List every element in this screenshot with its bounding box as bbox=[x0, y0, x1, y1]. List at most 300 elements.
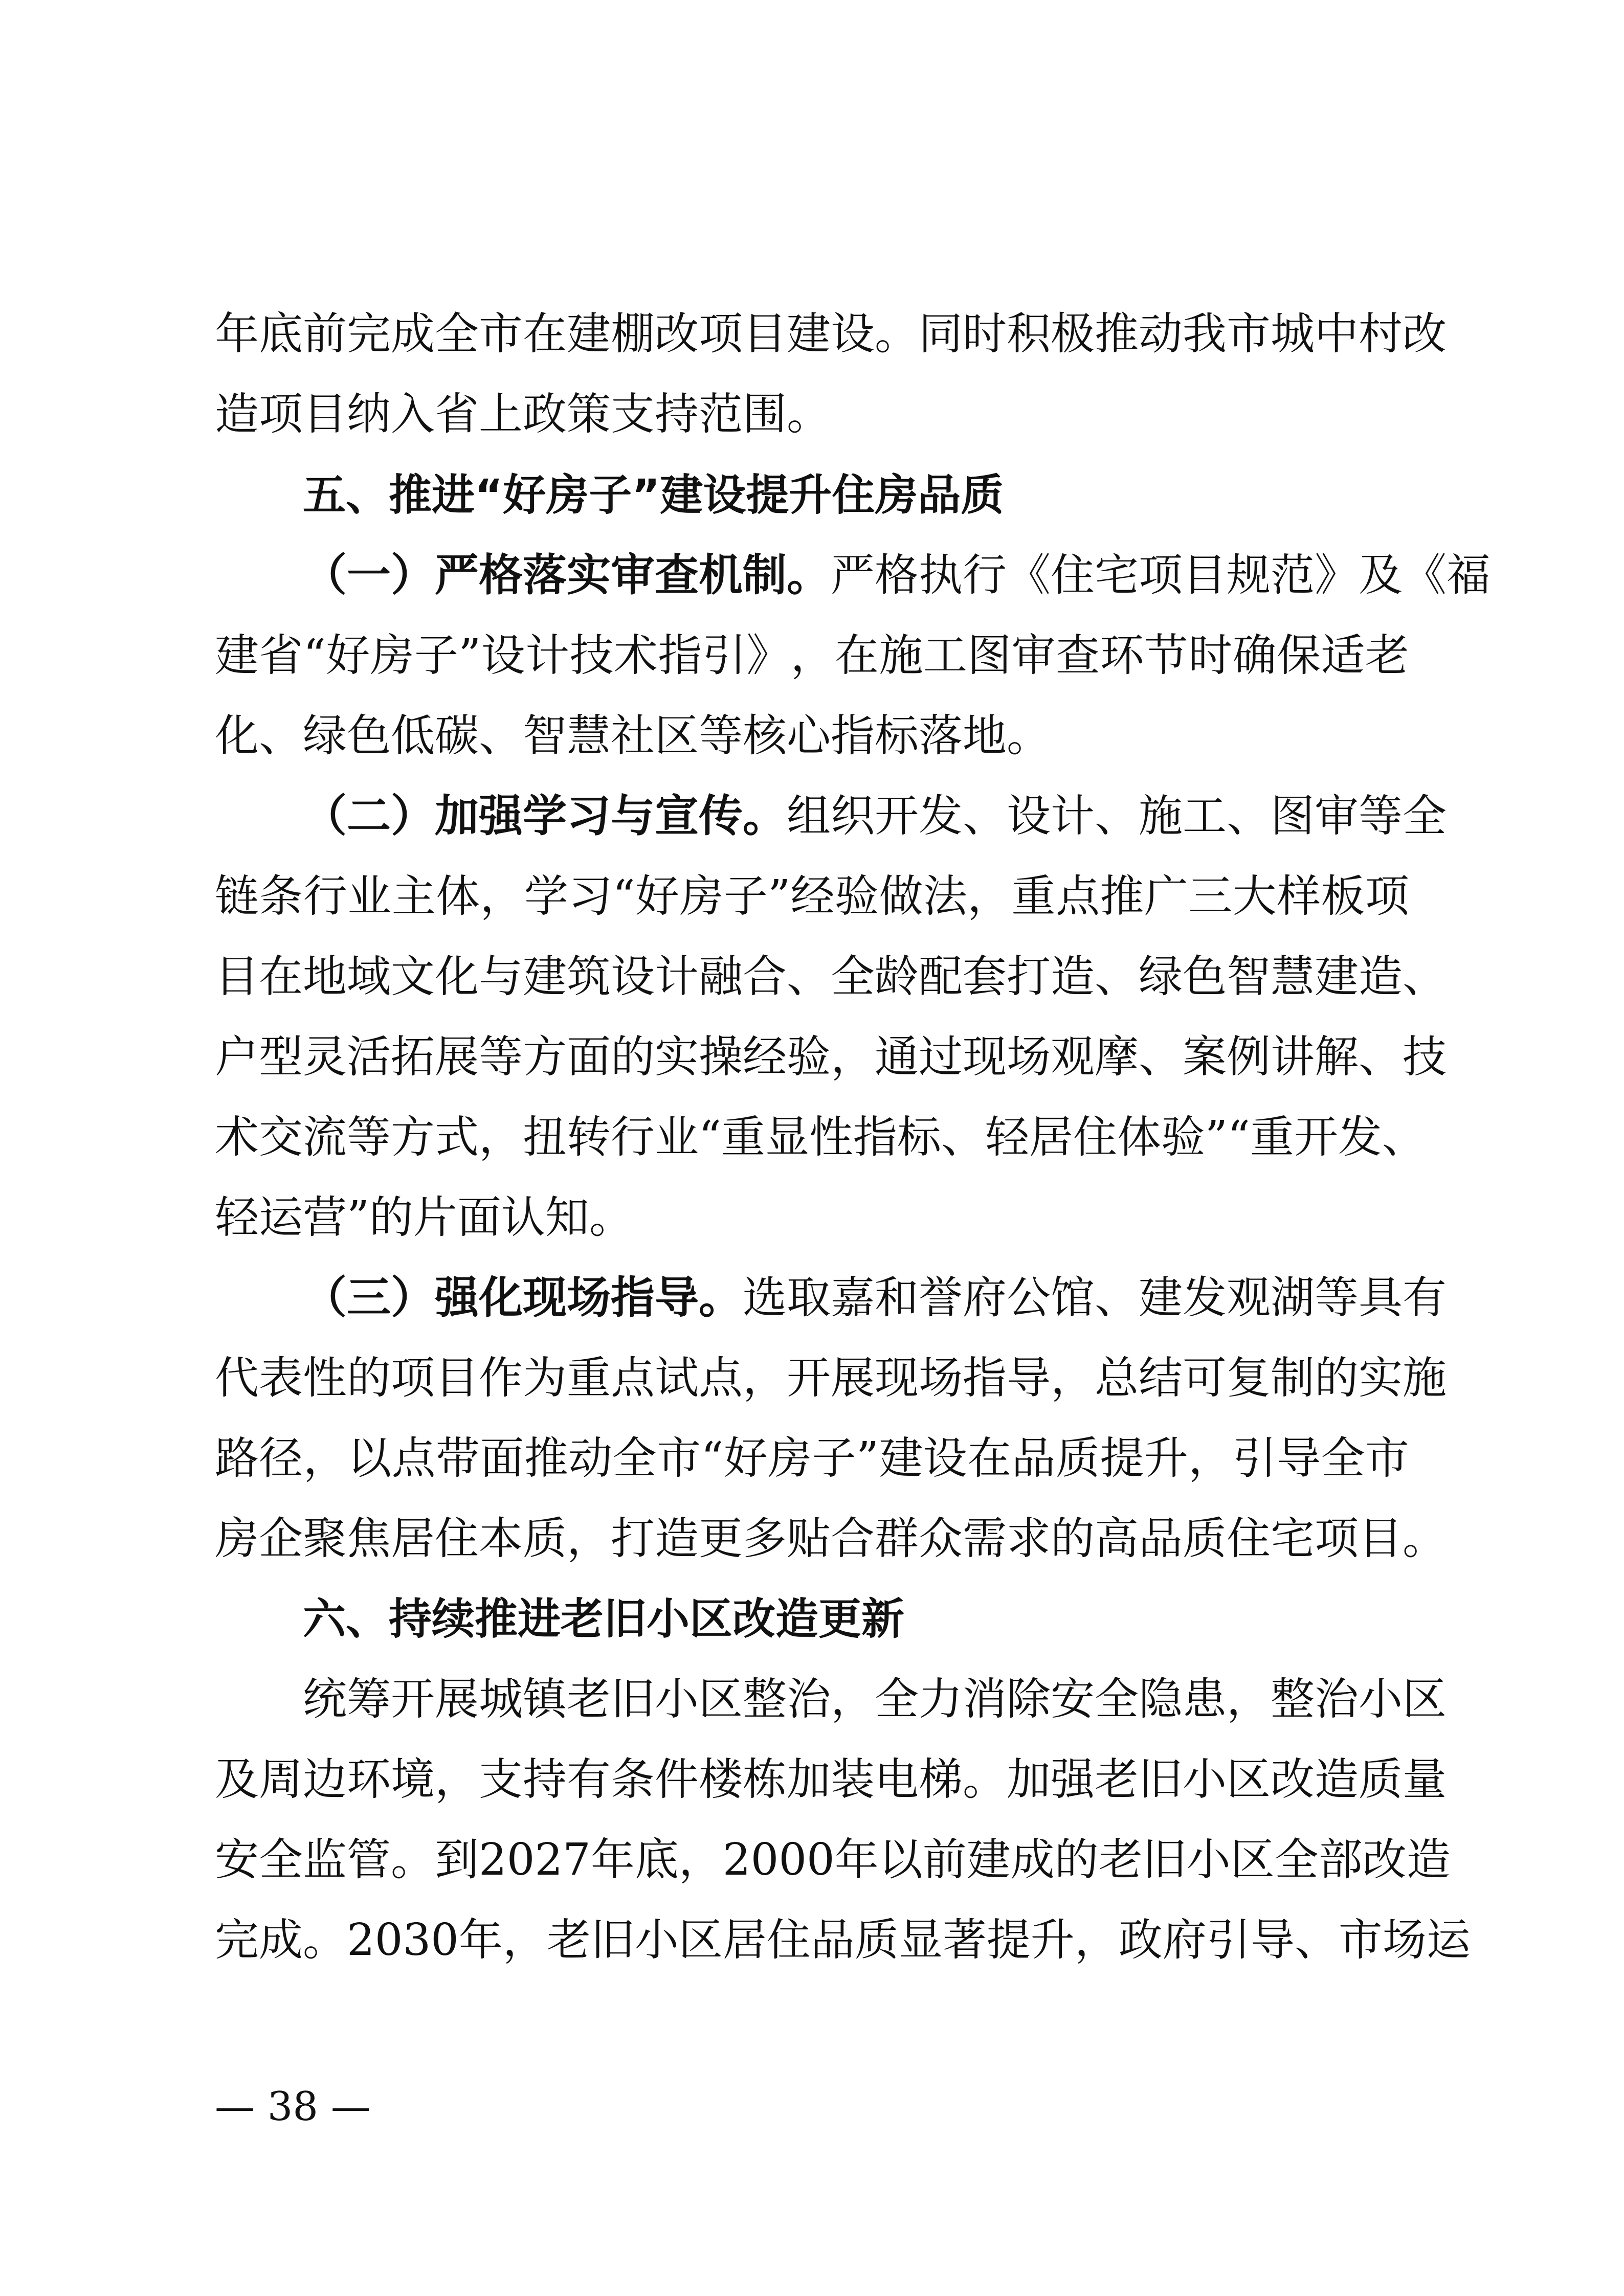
glyph: 整 bbox=[1271, 1674, 1315, 1725]
glyph: 0 bbox=[431, 1915, 459, 1966]
glyph: ， bbox=[1074, 1915, 1119, 1966]
glyph: 场 bbox=[1007, 1031, 1051, 1083]
glyph: ” bbox=[1205, 1112, 1228, 1163]
glyph: 宅 bbox=[1095, 550, 1139, 601]
glyph: 制 bbox=[1271, 1353, 1315, 1404]
glyph: 总 bbox=[1095, 1353, 1139, 1404]
glyph: ， bbox=[743, 1353, 787, 1404]
glyph: 法 bbox=[923, 871, 967, 922]
glyph: 》 bbox=[1315, 550, 1359, 601]
glyph: 市 bbox=[657, 1433, 701, 1484]
body-line bbox=[215, 1500, 1447, 1577]
glyph: 执 bbox=[919, 550, 963, 601]
glyph: 的 bbox=[347, 1353, 391, 1404]
glyph: 群 bbox=[875, 1513, 919, 1564]
glyph: 棚 bbox=[611, 308, 655, 359]
glyph: 质 bbox=[1359, 1754, 1403, 1805]
glyph: 体 bbox=[436, 871, 480, 922]
glyph: 运 bbox=[1426, 1915, 1471, 1966]
glyph: 经 bbox=[743, 1031, 787, 1083]
glyph: 隐 bbox=[1139, 1674, 1183, 1725]
glyph: 镇 bbox=[523, 1674, 567, 1725]
body-line: 化、绿色低碳、智慧社区等核心指标落地。 bbox=[215, 710, 1051, 761]
glyph: 链 bbox=[215, 871, 259, 922]
glyph: 市 bbox=[1227, 308, 1271, 359]
glyph: 好 bbox=[635, 871, 680, 922]
glyph: 消 bbox=[963, 1674, 1007, 1725]
glyph: 及 bbox=[1359, 550, 1403, 601]
glyph: 多 bbox=[743, 1513, 787, 1564]
glyph: 全 bbox=[1403, 791, 1447, 842]
glyph: 试 bbox=[655, 1353, 699, 1404]
glyph: “ bbox=[303, 630, 326, 681]
glyph: 府 bbox=[1162, 1915, 1207, 1966]
glyph: 旧 bbox=[1142, 1834, 1187, 1885]
glyph: 嘉 bbox=[831, 1272, 875, 1323]
glyph: 项 bbox=[1139, 550, 1183, 601]
glyph: 。 bbox=[787, 550, 831, 601]
glyph: 中 bbox=[1315, 308, 1359, 359]
glyph: 实 bbox=[567, 550, 611, 601]
glyph: 规 bbox=[1227, 550, 1271, 601]
glyph: 装 bbox=[831, 1754, 875, 1805]
glyph: 环 bbox=[1100, 630, 1144, 681]
glyph: 和 bbox=[875, 1272, 919, 1323]
glyph: 术 bbox=[614, 630, 658, 681]
glyph: 传 bbox=[699, 791, 743, 842]
glyph: 提 bbox=[1100, 1433, 1144, 1484]
glyph: 企 bbox=[259, 1513, 303, 1564]
glyph: 行 bbox=[611, 1112, 655, 1163]
glyph: 表 bbox=[259, 1353, 303, 1404]
glyph: 小 bbox=[1186, 1834, 1231, 1885]
glyph: 全 bbox=[1095, 1674, 1139, 1725]
body-line bbox=[215, 1340, 1447, 1416]
glyph: 聚 bbox=[303, 1513, 347, 1564]
glyph: 建 bbox=[787, 308, 831, 359]
glyph: 显 bbox=[765, 1112, 809, 1163]
glyph: 动 bbox=[568, 1433, 613, 1484]
glyph: （ bbox=[303, 550, 347, 601]
glyph: 解 bbox=[1315, 1031, 1359, 1083]
glyph: 开 bbox=[787, 1353, 831, 1404]
glyph: 带 bbox=[436, 1433, 480, 1484]
glyph: 质 bbox=[854, 1915, 899, 1966]
glyph: 开 bbox=[1294, 1112, 1338, 1163]
glyph: 术 bbox=[215, 1112, 259, 1163]
glyph: 重 bbox=[721, 1112, 765, 1163]
glyph: 全 bbox=[875, 1674, 919, 1725]
glyph: 轻 bbox=[985, 1112, 1029, 1163]
glyph: 质 bbox=[1183, 1513, 1227, 1564]
glyph: 境 bbox=[391, 1754, 435, 1805]
glyph: 有 bbox=[1403, 1272, 1447, 1323]
glyph: 合 bbox=[831, 1513, 875, 1564]
glyph: 主 bbox=[391, 871, 436, 922]
glyph: 摩 bbox=[1095, 1031, 1139, 1083]
glyph: ， bbox=[1188, 1433, 1233, 1484]
glyph: 府 bbox=[963, 1272, 1007, 1323]
glyph: 区 bbox=[1403, 1674, 1447, 1725]
glyph: 以 bbox=[347, 1433, 392, 1484]
glyph: 导 bbox=[1007, 1353, 1051, 1404]
glyph: 例 bbox=[1227, 1031, 1271, 1083]
glyph: 色 bbox=[1183, 951, 1227, 1002]
glyph: 房 bbox=[679, 871, 724, 922]
glyph: 栋 bbox=[743, 1754, 787, 1805]
section-heading: 五、推进“好房子”建设提升住房品质 bbox=[303, 470, 1004, 520]
glyph: 年 bbox=[590, 1834, 635, 1885]
glyph: 方 bbox=[523, 1031, 567, 1083]
glyph: 3 bbox=[403, 1915, 431, 1966]
glyph: 在 bbox=[259, 951, 303, 1002]
glyph: 、 bbox=[941, 1112, 985, 1163]
glyph: 年 bbox=[458, 1915, 503, 1966]
glyph: 《 bbox=[1007, 550, 1051, 601]
glyph: ， bbox=[567, 1513, 611, 1564]
glyph: 户 bbox=[215, 1031, 259, 1083]
glyph: 好 bbox=[326, 630, 370, 681]
glyph: 重 bbox=[1011, 871, 1056, 922]
glyph: 等 bbox=[479, 1031, 523, 1083]
glyph: 习 bbox=[567, 791, 611, 842]
glyph: 《 bbox=[1403, 550, 1447, 601]
glyph: 大 bbox=[1232, 871, 1277, 922]
glyph: 福 bbox=[1447, 550, 1490, 601]
glyph: 织 bbox=[831, 791, 875, 842]
glyph: 强 bbox=[479, 791, 523, 842]
glyph: 的 bbox=[1315, 1353, 1359, 1404]
glyph: 代 bbox=[215, 1353, 259, 1404]
glyph: 点 bbox=[611, 1353, 655, 1404]
glyph: 绿 bbox=[1139, 951, 1183, 1002]
glyph: 打 bbox=[1007, 951, 1051, 1002]
glyph: 老 bbox=[1095, 1754, 1139, 1805]
glyph: 改 bbox=[655, 308, 699, 359]
glyph: 0 bbox=[807, 1834, 835, 1885]
glyph: 造 bbox=[655, 1513, 699, 1564]
glyph: 通 bbox=[875, 1031, 919, 1083]
glyph: 查 bbox=[1056, 630, 1100, 681]
body-line bbox=[215, 1741, 1447, 1818]
glyph: 场 bbox=[567, 1272, 611, 1323]
glyph: 施 bbox=[1403, 1353, 1447, 1404]
glyph: 成 bbox=[1010, 1834, 1055, 1885]
glyph: 广 bbox=[1144, 871, 1188, 922]
glyph: 有 bbox=[567, 1754, 611, 1805]
glyph: 组 bbox=[787, 791, 831, 842]
glyph: 极 bbox=[1051, 308, 1095, 359]
body-line bbox=[215, 1019, 1447, 1095]
glyph: 工 bbox=[1183, 791, 1227, 842]
glyph: 城 bbox=[479, 1674, 523, 1725]
glyph: 住 bbox=[1073, 1112, 1117, 1163]
glyph: 、 bbox=[1359, 1031, 1403, 1083]
glyph: 设 bbox=[831, 308, 875, 359]
glyph: 导 bbox=[655, 1272, 699, 1323]
body-line bbox=[215, 858, 1409, 935]
glyph: 场 bbox=[919, 1353, 963, 1404]
glyph: 众 bbox=[919, 1513, 963, 1564]
glyph: 建 bbox=[879, 1433, 923, 1484]
glyph: 2 bbox=[479, 1834, 507, 1885]
glyph: ， bbox=[831, 1031, 875, 1083]
glyph: 完 bbox=[347, 308, 391, 359]
glyph: 小 bbox=[655, 1674, 699, 1725]
glyph: “ bbox=[612, 871, 635, 922]
glyph: 慧 bbox=[1271, 951, 1315, 1002]
glyph: 型 bbox=[259, 1031, 303, 1083]
glyph: ， bbox=[1051, 1353, 1095, 1404]
glyph: 体 bbox=[1117, 1112, 1161, 1163]
glyph: ， bbox=[967, 871, 1012, 922]
glyph: 子 bbox=[414, 630, 458, 681]
glyph: 市 bbox=[1365, 1433, 1409, 1484]
glyph: ” bbox=[856, 1433, 879, 1484]
glyph: 强 bbox=[1051, 1754, 1095, 1805]
glyph: 点 bbox=[1056, 871, 1100, 922]
glyph: 化 bbox=[479, 1272, 523, 1323]
glyph: 与 bbox=[611, 791, 655, 842]
glyph: 到 bbox=[435, 1834, 479, 1885]
glyph: 观 bbox=[1227, 1272, 1271, 1323]
glyph: 年 bbox=[834, 1834, 879, 1885]
glyph: 学 bbox=[523, 791, 567, 842]
glyph: 审 bbox=[1315, 791, 1359, 842]
glyph: ， bbox=[435, 1754, 479, 1805]
glyph: 引 bbox=[1232, 1433, 1277, 1484]
glyph: 样 bbox=[1277, 871, 1321, 922]
glyph: 0 bbox=[778, 1834, 807, 1885]
glyph: 部 bbox=[1318, 1834, 1363, 1885]
glyph: ， bbox=[480, 871, 524, 922]
glyph: 发 bbox=[1338, 1112, 1382, 1163]
glyph: 讲 bbox=[1271, 1031, 1315, 1083]
glyph: 底 bbox=[259, 308, 303, 359]
glyph: 湖 bbox=[1271, 1272, 1315, 1323]
body-line bbox=[303, 1661, 1447, 1738]
glyph: 项 bbox=[1365, 871, 1409, 922]
glyph: 龄 bbox=[875, 951, 919, 1002]
glyph: 房 bbox=[370, 630, 414, 681]
glyph: 展 bbox=[435, 1031, 479, 1083]
glyph: 誉 bbox=[919, 1272, 963, 1323]
glyph: 等 bbox=[347, 1112, 391, 1163]
glyph: 作 bbox=[479, 1353, 523, 1404]
glyph: 性 bbox=[809, 1112, 853, 1163]
glyph: 楼 bbox=[699, 1754, 743, 1805]
glyph: 观 bbox=[1051, 1031, 1095, 1083]
glyph: 为 bbox=[523, 1353, 567, 1404]
glyph: 》 bbox=[746, 630, 791, 681]
glyph: （ bbox=[303, 791, 347, 842]
glyph: 活 bbox=[347, 1031, 391, 1083]
glyph: 加 bbox=[1007, 1754, 1051, 1805]
glyph: 住 bbox=[435, 1513, 479, 1564]
glyph: 格 bbox=[479, 550, 523, 601]
glyph: 性 bbox=[303, 1353, 347, 1404]
glyph: 在 bbox=[523, 308, 567, 359]
glyph: 安 bbox=[1051, 1674, 1095, 1725]
glyph: 开 bbox=[391, 1674, 435, 1725]
glyph: 板 bbox=[1321, 871, 1365, 922]
glyph: 落 bbox=[523, 550, 567, 601]
glyph: 与 bbox=[479, 951, 523, 1002]
glyph: 住 bbox=[766, 1915, 811, 1966]
glyph: ， bbox=[502, 1915, 547, 1966]
glyph: 建 bbox=[215, 630, 259, 681]
glyph: 目 bbox=[435, 1353, 479, 1404]
glyph: 需 bbox=[963, 1513, 1007, 1564]
glyph: 场 bbox=[1382, 1915, 1427, 1966]
glyph: 流 bbox=[303, 1112, 347, 1163]
glyph: 老 bbox=[567, 1674, 611, 1725]
glyph: 导 bbox=[1277, 1433, 1321, 1484]
glyph: 验 bbox=[835, 871, 879, 922]
glyph: 转 bbox=[567, 1112, 611, 1163]
glyph: 现 bbox=[875, 1353, 919, 1404]
glyph: 宅 bbox=[1271, 1513, 1315, 1564]
glyph: 小 bbox=[1359, 1674, 1403, 1725]
glyph: 经 bbox=[790, 871, 835, 922]
glyph: 旧 bbox=[1139, 1754, 1183, 1805]
glyph: 过 bbox=[919, 1031, 963, 1083]
glyph: 改 bbox=[1271, 1754, 1315, 1805]
glyph: 建 bbox=[966, 1834, 1011, 1885]
glyph: 拓 bbox=[391, 1031, 435, 1083]
glyph: 方 bbox=[391, 1112, 435, 1163]
glyph: 旧 bbox=[590, 1915, 635, 1966]
glyph: 二 bbox=[347, 791, 391, 842]
glyph: 配 bbox=[919, 951, 963, 1002]
glyph: 机 bbox=[699, 550, 743, 601]
body-line bbox=[215, 1420, 1409, 1497]
glyph: 引 bbox=[1206, 1915, 1251, 1966]
glyph: 0 bbox=[374, 1915, 403, 1966]
glyph: 确 bbox=[1232, 630, 1277, 681]
glyph: 、 bbox=[787, 951, 831, 1002]
glyph: 、 bbox=[1095, 1272, 1139, 1323]
glyph: 梯 bbox=[919, 1754, 963, 1805]
glyph: 建 bbox=[1139, 1272, 1183, 1323]
glyph: 年 bbox=[215, 308, 259, 359]
glyph: 验 bbox=[1161, 1112, 1205, 1163]
glyph: 同 bbox=[919, 308, 963, 359]
glyph: 区 bbox=[699, 1674, 743, 1725]
glyph: 项 bbox=[699, 308, 743, 359]
glyph: 业 bbox=[655, 1112, 699, 1163]
glyph: 旧 bbox=[611, 1674, 655, 1725]
glyph: 公 bbox=[1007, 1272, 1051, 1323]
paragraph-lead-line bbox=[303, 1259, 1447, 1336]
glyph: 小 bbox=[1183, 1754, 1227, 1805]
glyph: ） bbox=[391, 791, 435, 842]
glyph: 。 bbox=[391, 1834, 435, 1885]
glyph: 老 bbox=[1098, 1834, 1143, 1885]
glyph: “ bbox=[701, 1433, 724, 1484]
glyph: 。 bbox=[1403, 1513, 1447, 1564]
glyph: 馆 bbox=[1051, 1272, 1095, 1323]
glyph: 安 bbox=[215, 1834, 259, 1885]
glyph: 灵 bbox=[303, 1031, 347, 1083]
glyph: 宣 bbox=[655, 791, 699, 842]
glyph: ” bbox=[458, 630, 481, 681]
glyph: 计 bbox=[525, 630, 570, 681]
glyph: 、 bbox=[1095, 791, 1139, 842]
glyph: 交 bbox=[259, 1112, 303, 1163]
glyph: 成 bbox=[259, 1915, 303, 1966]
glyph: 2 bbox=[722, 1834, 751, 1885]
glyph: 行 bbox=[303, 871, 347, 922]
glyph: 区 bbox=[1227, 1754, 1271, 1805]
glyph: 施 bbox=[1139, 791, 1183, 842]
glyph: 底 bbox=[634, 1834, 679, 1885]
glyph: 市 bbox=[1338, 1915, 1383, 1966]
glyph: 环 bbox=[347, 1754, 391, 1805]
glyph: 指 bbox=[853, 1112, 897, 1163]
glyph: 图 bbox=[967, 630, 1012, 681]
body-line bbox=[215, 1902, 1471, 1978]
glyph: 我 bbox=[1183, 308, 1227, 359]
glyph: 一 bbox=[347, 550, 391, 601]
glyph: 指 bbox=[658, 630, 702, 681]
glyph: 等 bbox=[1359, 791, 1403, 842]
glyph: 造 bbox=[1406, 1834, 1451, 1885]
glyph: 本 bbox=[479, 1513, 523, 1564]
glyph: 计 bbox=[655, 951, 699, 1002]
glyph: 条 bbox=[611, 1754, 655, 1805]
glyph: 制 bbox=[743, 550, 787, 601]
glyph: 推 bbox=[524, 1433, 568, 1484]
glyph: 发 bbox=[1183, 1272, 1227, 1323]
glyph: 式 bbox=[435, 1112, 479, 1163]
glyph: 。 bbox=[875, 308, 919, 359]
glyph: 适 bbox=[1321, 630, 1365, 681]
glyph: 统 bbox=[303, 1674, 347, 1725]
glyph: 设 bbox=[923, 1433, 967, 1484]
glyph: 推 bbox=[1100, 871, 1144, 922]
glyph: 子 bbox=[812, 1433, 856, 1484]
glyph: 在 bbox=[967, 1433, 1012, 1484]
glyph: 。 bbox=[303, 1915, 347, 1966]
glyph: 完 bbox=[215, 1915, 259, 1966]
glyph: 患 bbox=[1183, 1674, 1227, 1725]
glyph: （ bbox=[303, 1272, 347, 1323]
glyph: 住 bbox=[1227, 1513, 1271, 1564]
glyph: 政 bbox=[1118, 1915, 1163, 1966]
glyph: 前 bbox=[303, 308, 347, 359]
glyph: 建 bbox=[1315, 951, 1359, 1002]
glyph: 升 bbox=[1030, 1915, 1075, 1966]
glyph: ， bbox=[479, 1112, 523, 1163]
glyph: 治 bbox=[787, 1674, 831, 1725]
glyph: ） bbox=[391, 1272, 435, 1323]
glyph: 居 bbox=[391, 1513, 435, 1564]
glyph: 周 bbox=[259, 1754, 303, 1805]
glyph: 求 bbox=[1007, 1513, 1051, 1564]
glyph: 、 bbox=[963, 791, 1007, 842]
glyph: 品 bbox=[1139, 1513, 1183, 1564]
glyph: 及 bbox=[215, 1754, 259, 1805]
glyph: 造 bbox=[1051, 951, 1095, 1002]
glyph: 引 bbox=[702, 630, 746, 681]
glyph: 0 bbox=[750, 1834, 779, 1885]
glyph: 升 bbox=[1144, 1433, 1188, 1484]
glyph: 范 bbox=[1271, 550, 1315, 601]
glyph: 住 bbox=[1051, 550, 1095, 601]
glyph: 业 bbox=[347, 871, 392, 922]
glyph: 市 bbox=[479, 308, 523, 359]
